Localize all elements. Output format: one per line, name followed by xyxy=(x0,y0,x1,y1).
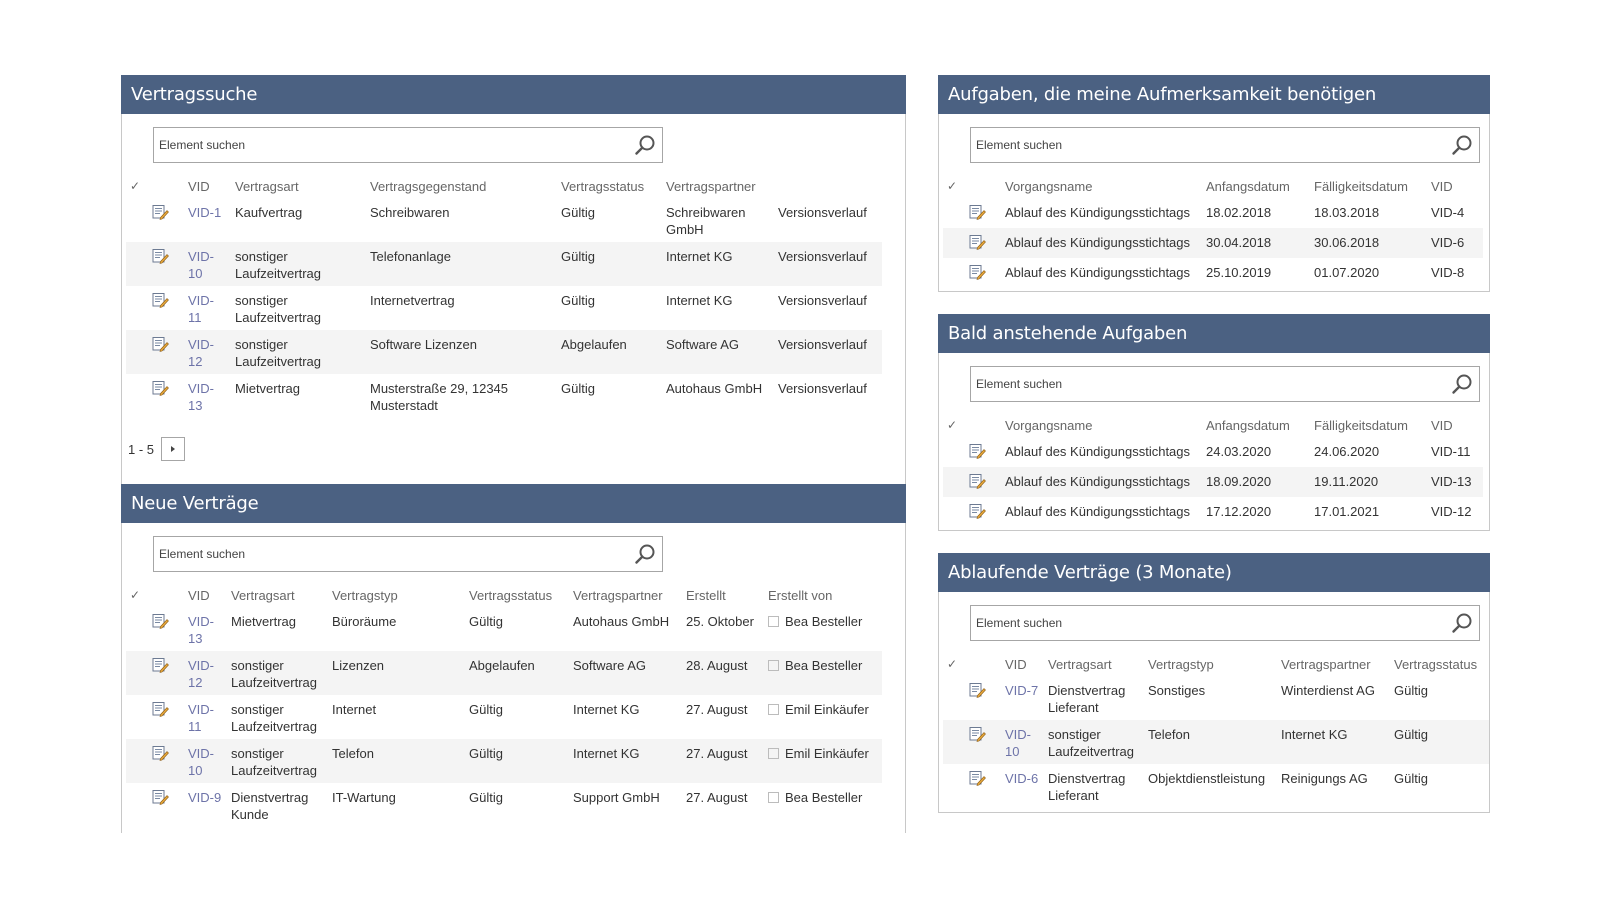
anfangsdatum-cell: 30.04.2018 xyxy=(1202,228,1310,258)
search-icon[interactable] xyxy=(1445,128,1479,162)
vertragstyp-cell: Objektdienstleistung xyxy=(1148,771,1266,786)
row-select-cell[interactable] xyxy=(126,242,152,286)
column-header-faelligkeitsdatum[interactable]: Fälligkeitsdatum xyxy=(1314,178,1408,194)
vid-link[interactable]: VID-12 xyxy=(188,337,214,369)
vertragsstatus-cell: Gültig xyxy=(1390,720,1489,764)
panel-body xyxy=(121,114,906,502)
contracts-table xyxy=(126,174,882,418)
vid-cell[interactable] xyxy=(184,374,231,418)
vorgangsname-cell: Ablauf des Kündigungsstichtags xyxy=(1001,467,1202,497)
vertragsstatus-cell: Gültig xyxy=(561,293,595,308)
vertragsart-cell: Mietvertrag xyxy=(235,381,301,396)
table-body xyxy=(943,676,1489,808)
panel-body xyxy=(938,114,1490,292)
row-select-cell[interactable] xyxy=(943,258,969,288)
search-icon[interactable] xyxy=(1445,367,1479,401)
table-row[interactable] xyxy=(943,676,1489,720)
search-box xyxy=(970,127,1480,163)
search-input[interactable] xyxy=(154,536,628,572)
row-select-cell[interactable] xyxy=(126,286,152,330)
vid-link[interactable]: VID-13 xyxy=(188,614,214,646)
row-select-cell[interactable] xyxy=(126,330,152,374)
vertragstyp-cell: IT-Wartung xyxy=(332,790,396,805)
table-body xyxy=(126,198,882,418)
vertragsgegenstand-cell: Internetvertrag xyxy=(370,293,455,308)
select-all-checkmark[interactable]: ✓ xyxy=(130,588,141,602)
table-header xyxy=(126,174,882,198)
vid-cell: VID-4 xyxy=(1431,205,1465,220)
vertragsart-cell: Dienstvertrag Kunde xyxy=(231,790,309,822)
expiring-contracts-table xyxy=(943,652,1489,808)
vertragsstatus-cell: Gültig xyxy=(557,242,662,286)
panel-vertragssuche xyxy=(121,75,906,502)
erstellt-cell: 25. Oktober xyxy=(686,614,754,629)
anfangsdatum-cell: 25.10.2019 xyxy=(1206,265,1272,280)
column-header-faelligkeitsdatum[interactable]: Fälligkeitsdatum xyxy=(1314,417,1408,433)
row-select-cell[interactable] xyxy=(126,374,152,418)
row-checkbox[interactable] xyxy=(768,616,779,627)
vid-link[interactable]: VID-13 xyxy=(188,381,214,413)
vid-cell[interactable] xyxy=(184,695,227,739)
select-all-checkmark[interactable]: ✓ xyxy=(947,657,958,671)
table-row[interactable] xyxy=(126,242,882,286)
vid-link[interactable]: VID-10 xyxy=(188,746,214,778)
vertragsart-cell: sonstiger Laufzeitvertrag xyxy=(231,330,366,374)
version-history-link[interactable]: Versionsverlauf xyxy=(774,242,882,286)
vertragsstatus-cell: Abgelaufen xyxy=(557,330,662,374)
search-icon[interactable] xyxy=(628,128,662,162)
table-row[interactable] xyxy=(126,198,882,242)
table-row[interactable] xyxy=(126,651,882,695)
panel-body xyxy=(121,523,906,833)
vertragspartner-cell: Winterdienst AG xyxy=(1281,683,1375,698)
vertragsstatus-cell: Gültig xyxy=(465,739,569,783)
vertragspartner-cell: Internet KG xyxy=(1277,720,1390,764)
vertragstyp-cell: Sonstiges xyxy=(1148,683,1206,698)
vertragsart-cell: sonstiger Laufzeitvertrag xyxy=(231,242,366,286)
column-header-vertragsart[interactable]: Vertragsart xyxy=(235,178,299,194)
vid-cell[interactable] xyxy=(1001,764,1044,808)
edit-item-icon[interactable] xyxy=(969,198,1001,228)
vid-cell[interactable] xyxy=(184,286,231,330)
row-select-cell[interactable] xyxy=(943,437,969,467)
panel-title: Ablaufende Verträge (3 Monate) xyxy=(938,553,1490,592)
new-contracts-table xyxy=(126,583,882,827)
vorgangsname-cell: Ablauf des Kündigungsstichtags xyxy=(1005,444,1191,459)
erstellt-von-text: Bea Besteller xyxy=(785,614,863,629)
table-row[interactable] xyxy=(943,198,1483,228)
column-header-vertragsart[interactable]: Vertragsart xyxy=(231,587,295,603)
vertragsgegenstand-cell: Telefonanlage xyxy=(366,242,557,286)
erstellt-von-text: Bea Besteller xyxy=(785,658,863,673)
table-row[interactable] xyxy=(943,467,1483,497)
table-header xyxy=(126,583,882,607)
vid-cell[interactable] xyxy=(1001,676,1044,720)
table-row[interactable] xyxy=(943,720,1489,764)
row-select-cell[interactable] xyxy=(943,228,969,258)
next-page-button[interactable] xyxy=(161,437,185,461)
vertragstyp-cell: Lizenzen xyxy=(328,651,465,695)
version-history-link[interactable]: Versionsverlauf xyxy=(778,205,867,220)
vid-cell[interactable] xyxy=(184,607,227,651)
search-input[interactable] xyxy=(971,366,1445,402)
vorgangsname-cell: Ablauf des Kündigungsstichtags xyxy=(1005,504,1191,519)
edit-item-icon[interactable] xyxy=(152,739,184,783)
icon-column-header xyxy=(152,174,184,198)
edit-item-icon[interactable] xyxy=(969,497,1001,527)
column-header-erstellt-von[interactable]: Erstellt von xyxy=(768,587,833,603)
select-all-checkmark[interactable]: ✓ xyxy=(130,179,141,193)
column-header-vid[interactable]: VID xyxy=(1005,656,1027,672)
vid-cell[interactable] xyxy=(184,739,227,783)
table-row[interactable] xyxy=(943,258,1483,288)
panel-title: Vertragssuche xyxy=(121,75,906,114)
vertragsstatus-cell: Gültig xyxy=(469,702,503,717)
vertragspartner-cell: Internet KG xyxy=(662,242,774,286)
vertragspartner-cell: Software AG xyxy=(662,330,774,374)
column-header-vertragstyp[interactable]: Vertragstyp xyxy=(332,587,398,603)
vid-link[interactable]: VID-9 xyxy=(188,790,222,805)
erstellt-cell: 28. August xyxy=(682,651,764,695)
edit-item-icon[interactable] xyxy=(152,286,184,330)
column-header-vorgangsname[interactable]: Vorgangsname xyxy=(1005,417,1093,433)
select-all-checkmark[interactable]: ✓ xyxy=(947,418,958,432)
table-row[interactable] xyxy=(126,330,882,374)
table-row[interactable] xyxy=(943,437,1483,467)
vid-cell[interactable] xyxy=(184,242,231,286)
table-body xyxy=(126,607,882,827)
table-header xyxy=(943,174,1483,198)
edit-item-icon[interactable] xyxy=(969,764,1001,808)
icon-column-header xyxy=(969,652,1001,676)
edit-item-icon[interactable] xyxy=(152,607,184,651)
vertragsstatus-cell: Gültig xyxy=(469,790,503,805)
search-input[interactable] xyxy=(154,127,628,163)
edit-item-icon[interactable] xyxy=(152,651,184,695)
erstellt-von-text: Emil Einkäufer xyxy=(785,746,869,761)
edit-item-icon[interactable] xyxy=(969,676,1001,720)
table-row[interactable] xyxy=(126,607,882,651)
anfangsdatum-cell: 18.02.2018 xyxy=(1206,205,1272,220)
row-checkbox[interactable] xyxy=(768,792,779,803)
table-row[interactable] xyxy=(943,228,1483,258)
column-header-vertragspartner[interactable]: Vertragspartner xyxy=(573,587,663,603)
erstellt-von-text: Bea Besteller xyxy=(785,790,863,805)
pager xyxy=(128,437,185,461)
faelligkeitsdatum-cell: 18.03.2018 xyxy=(1314,205,1380,220)
vertragspartner-cell: Reinigungs AG xyxy=(1281,771,1368,786)
edit-item-icon[interactable] xyxy=(969,467,1001,497)
vertragstyp-cell: Telefon xyxy=(328,739,465,783)
edit-item-icon[interactable] xyxy=(969,228,1001,258)
panel-aufgaben xyxy=(938,75,1490,292)
vertragstyp-cell: Internet xyxy=(332,702,377,717)
vid-link[interactable]: VID-10 xyxy=(1005,727,1031,759)
table-row[interactable] xyxy=(126,286,882,330)
search-icon[interactable] xyxy=(628,537,662,571)
vertragspartner-cell: Software AG xyxy=(569,651,682,695)
column-header-anfangsdatum[interactable]: Anfangsdatum xyxy=(1206,178,1290,194)
row-checkbox[interactable] xyxy=(768,660,779,671)
anfangsdatum-cell: 18.09.2020 xyxy=(1202,467,1310,497)
row-select-cell[interactable] xyxy=(943,676,969,720)
panel-body xyxy=(938,353,1490,531)
row-select-cell[interactable] xyxy=(126,651,152,695)
vertragsstatus-cell: Gültig xyxy=(1394,683,1428,698)
row-select-cell[interactable] xyxy=(943,497,969,527)
panel-body xyxy=(938,592,1490,813)
vertragsart-cell: sonstiger Laufzeitvertrag xyxy=(235,293,321,325)
row-checkbox[interactable] xyxy=(768,748,779,759)
panel-ablaufende-vertraege xyxy=(938,553,1490,813)
vorgangsname-cell: Ablauf des Kündigungsstichtags xyxy=(1005,205,1191,220)
vertragsstatus-cell: Abgelaufen xyxy=(465,651,569,695)
row-select-cell[interactable] xyxy=(943,467,969,497)
vid-cell: VID-6 xyxy=(1427,228,1483,258)
vertragsart-cell: Mietvertrag xyxy=(231,614,297,629)
column-header-vorgangsname[interactable]: Vorgangsname xyxy=(1005,178,1093,194)
table-header xyxy=(943,652,1489,676)
vid-cell: VID-13 xyxy=(1427,467,1483,497)
edit-item-icon[interactable] xyxy=(152,695,184,739)
column-header-vid[interactable]: VID xyxy=(188,587,210,603)
erstellt-cell: 27. August xyxy=(686,790,748,805)
erstellt-von-cell xyxy=(764,607,882,651)
vertragsart-cell: sonstiger Laufzeitvertrag xyxy=(227,739,328,783)
edit-item-icon[interactable] xyxy=(969,437,1001,467)
erstellt-von-cell xyxy=(764,783,882,827)
row-select-cell[interactable] xyxy=(126,739,152,783)
panel-title: Aufgaben, die meine Aufmerksamkeit benötigen xyxy=(938,75,1490,114)
vorgangsname-cell: Ablauf des Kündigungsstichtags xyxy=(1005,265,1191,280)
anfangsdatum-cell: 17.12.2020 xyxy=(1206,504,1272,519)
vertragspartner-cell: Schreibwaren GmbH xyxy=(666,205,746,237)
vorgangsname-cell: Ablauf des Kündigungsstichtags xyxy=(1001,228,1202,258)
search-box xyxy=(153,536,663,572)
panel-bald-anstehend xyxy=(938,314,1490,531)
row-select-cell[interactable] xyxy=(943,764,969,808)
vertragsart-cell: Dienstvertrag Lieferant xyxy=(1048,683,1126,715)
vid-link[interactable]: VID-12 xyxy=(188,658,214,690)
column-header-anfangsdatum[interactable]: Anfangsdatum xyxy=(1206,417,1290,433)
vid-cell[interactable] xyxy=(184,330,231,374)
vertragsgegenstand-cell: Schreibwaren xyxy=(370,205,450,220)
icon-column-header xyxy=(152,583,184,607)
tasks-table xyxy=(943,174,1483,288)
table-body xyxy=(943,437,1483,527)
anfangsdatum-cell: 24.03.2020 xyxy=(1206,444,1272,459)
vertragspartner-cell: Autohaus GmbH xyxy=(666,381,763,396)
faelligkeitsdatum-cell: 30.06.2018 xyxy=(1310,228,1427,258)
vid-cell[interactable] xyxy=(184,198,231,242)
vertragspartner-cell: Internet KG xyxy=(573,702,640,717)
edit-item-icon[interactable] xyxy=(969,720,1001,764)
vertragsart-cell: sonstiger Laufzeitvertrag xyxy=(1044,720,1144,764)
version-history-link[interactable]: Versionsverlauf xyxy=(778,381,867,396)
table-row[interactable] xyxy=(126,783,882,827)
column-header-extra xyxy=(774,174,882,198)
pager-range: 1 - 5 xyxy=(128,441,155,457)
faelligkeitsdatum-cell: 19.11.2020 xyxy=(1310,467,1427,497)
erstellt-cell: 27. August xyxy=(682,739,764,783)
column-header-vertragsstatus[interactable]: Vertragsstatus xyxy=(469,587,553,603)
version-history-link[interactable]: Versionsverlauf xyxy=(774,330,882,374)
edit-item-icon[interactable] xyxy=(152,198,184,242)
edit-item-icon[interactable] xyxy=(152,374,184,418)
column-header-vid[interactable]: VID xyxy=(1431,178,1453,194)
vertragsart-cell: Dienstvertrag Lieferant xyxy=(1048,771,1126,803)
edit-item-icon[interactable] xyxy=(152,330,184,374)
vid-link[interactable]: VID-10 xyxy=(188,249,214,281)
vid-link[interactable]: VID-7 xyxy=(1005,683,1039,698)
row-checkbox[interactable] xyxy=(768,704,779,715)
vertragstyp-cell: Telefon xyxy=(1144,720,1277,764)
faelligkeitsdatum-cell: 01.07.2020 xyxy=(1314,265,1380,280)
column-header-vertragstyp[interactable]: Vertragstyp xyxy=(1148,656,1214,672)
panel-title: Bald anstehende Aufgaben xyxy=(938,314,1490,353)
table-row[interactable] xyxy=(126,739,882,783)
vertragspartner-cell: Internet KG xyxy=(666,293,733,308)
search-input[interactable] xyxy=(971,605,1445,641)
vertragsstatus-cell: Gültig xyxy=(469,614,503,629)
panel-neue-vertraege xyxy=(121,484,906,833)
vid-cell[interactable] xyxy=(1001,720,1044,764)
vid-cell: VID-12 xyxy=(1431,504,1472,519)
vertragsstatus-cell: Gültig xyxy=(1394,771,1428,786)
select-all-checkmark[interactable]: ✓ xyxy=(947,179,958,193)
faelligkeitsdatum-cell: 17.01.2021 xyxy=(1314,504,1380,519)
table-row[interactable] xyxy=(943,497,1483,527)
version-history-link[interactable]: Versionsverlauf xyxy=(778,293,867,308)
vid-cell[interactable] xyxy=(184,783,227,827)
vertragsgegenstand-cell: Musterstraße 29, 12345 Musterstadt xyxy=(370,381,509,413)
search-icon[interactable] xyxy=(1445,606,1479,640)
vertragspartner-cell: Internet KG xyxy=(569,739,682,783)
edit-item-icon[interactable] xyxy=(969,258,1001,288)
erstellt-cell: 27. August xyxy=(686,702,748,717)
row-select-cell[interactable] xyxy=(126,783,152,827)
vid-link[interactable]: VID-11 xyxy=(188,293,214,325)
row-select-cell[interactable] xyxy=(943,198,969,228)
search-box xyxy=(970,366,1480,402)
row-select-cell[interactable] xyxy=(126,695,152,739)
vertragsart-cell: sonstiger Laufzeitvertrag xyxy=(227,651,328,695)
erstellt-von-cell xyxy=(764,651,882,695)
vertragspartner-cell: Support GmbH xyxy=(573,790,660,805)
edit-item-icon[interactable] xyxy=(152,783,184,827)
vertragsart-cell: Kaufvertrag xyxy=(235,205,303,220)
erstellt-von-cell xyxy=(764,695,882,739)
column-header-erstellt[interactable]: Erstellt xyxy=(686,587,726,603)
edit-item-icon[interactable] xyxy=(152,242,184,286)
vid-link[interactable]: VID-11 xyxy=(188,702,214,734)
row-select-cell[interactable] xyxy=(126,607,152,651)
upcoming-tasks-table xyxy=(943,413,1483,527)
vertragsart-cell: sonstiger Laufzeitvertrag xyxy=(231,702,317,734)
erstellt-von-cell xyxy=(764,739,882,783)
column-header-vertragspartner[interactable]: Vertragspartner xyxy=(1281,656,1371,672)
row-select-cell[interactable] xyxy=(943,720,969,764)
column-header-vertragsstatus[interactable]: Vertragsstatus xyxy=(561,178,645,194)
vertragstyp-cell: Büroräume xyxy=(332,614,397,629)
column-header-vertragsart[interactable]: Vertragsart xyxy=(1048,656,1112,672)
vertragsgegenstand-cell: Software Lizenzen xyxy=(366,330,557,374)
table-row[interactable] xyxy=(126,695,882,739)
search-box xyxy=(970,605,1480,641)
vertragsstatus-cell: Gültig xyxy=(561,205,595,220)
vertragspartner-cell: Autohaus GmbH xyxy=(573,614,670,629)
vid-cell[interactable] xyxy=(184,651,227,695)
row-select-cell[interactable] xyxy=(126,198,152,242)
table-row[interactable] xyxy=(943,764,1489,808)
search-box xyxy=(153,127,663,163)
erstellt-von-text: Emil Einkäufer xyxy=(785,702,869,717)
column-header-vertragsstatus[interactable]: Vertragsstatus xyxy=(1394,656,1478,672)
table-body xyxy=(943,198,1483,288)
search-input[interactable] xyxy=(971,127,1445,163)
faelligkeitsdatum-cell: 24.06.2020 xyxy=(1314,444,1380,459)
panel-title: Neue Verträge xyxy=(121,484,906,523)
vid-cell: VID-8 xyxy=(1431,265,1465,280)
column-header-vid[interactable]: VID xyxy=(1431,417,1453,433)
column-header-vid[interactable]: VID xyxy=(188,178,210,194)
vid-link[interactable]: VID-1 xyxy=(188,205,222,220)
column-header-vertragspartner[interactable]: Vertragspartner xyxy=(666,178,756,194)
column-header-vertragsgegenstand[interactable]: Vertragsgegenstand xyxy=(370,178,487,194)
triangle-right-icon xyxy=(169,445,177,453)
table-row[interactable] xyxy=(126,374,882,418)
vertragsstatus-cell: Gültig xyxy=(561,381,595,396)
icon-column-header xyxy=(969,413,1001,437)
icon-column-header xyxy=(969,174,1001,198)
table-header xyxy=(943,413,1483,437)
vid-link[interactable]: VID-6 xyxy=(1005,771,1039,786)
vid-cell: VID-11 xyxy=(1431,444,1471,459)
